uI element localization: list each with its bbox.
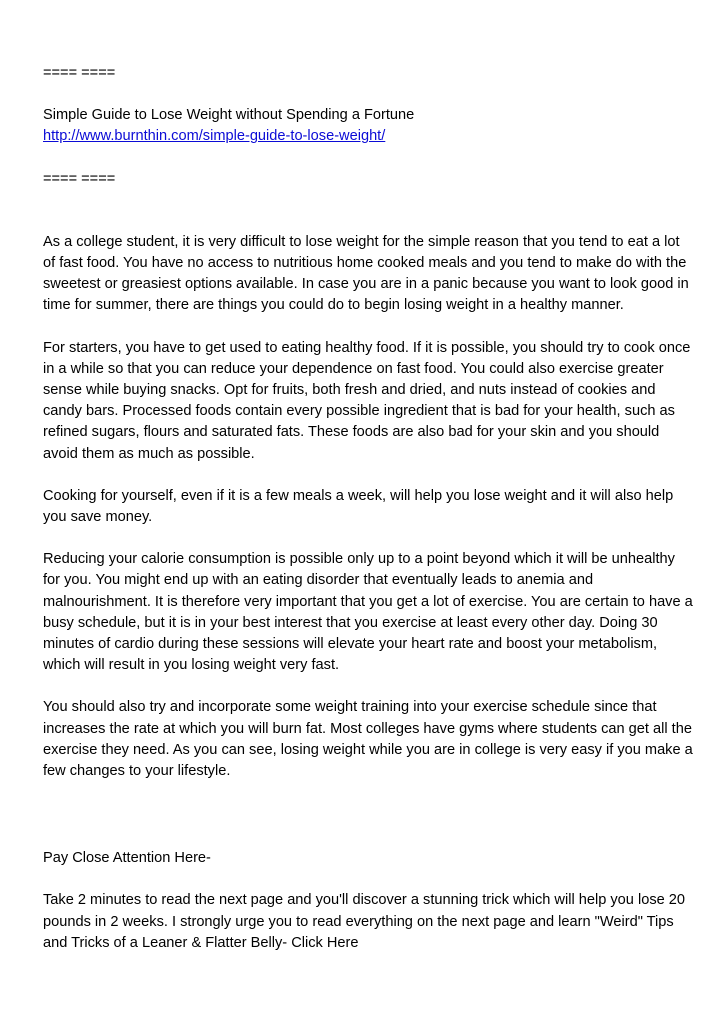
promo-paragraph: Take 2 minutes to read the next page and you'll discover a stunning trick which will help you lose 20 pounds in 2 weeks. I strongly urge you to read everything on the next page and learn "Weird" Tips and Tricks of a Leaner & Flatter Belly- Click Here [43,892,686,951]
separator-top: ==== ==== [43,65,116,81]
article-url-link[interactable]: http://www.burnthin.com/simple-guide-to-lose-weight/ [43,128,386,145]
spacer [43,190,693,232]
spacer [43,148,693,169]
body-paragraph-3: Cooking for yourself, even if it is a few meals a week, will help you lose weight and it will also help you save money. [43,487,674,526]
attention-heading: Pay Close Attention Here- [43,850,211,867]
document-page [43,63,693,954]
separator-bottom: ==== ==== [43,170,116,187]
body-paragraph-5: You should also try and incorporate some weight training into your exercise schedule since that increases the rate at which you will burn fat. Most colleges have gyms where students can get all the exercise they need. As you can see, losing weight while you are in college is very easy if you make a few changes to your lifestyle. [43,699,693,780]
body-paragraph-4: Reducing your calorie consumption is possible only up to a point beyond which it will be unhealthy for you. You might end up with an eating disorder that eventually leads to anemia and malnourishment. It is therefore very important that you get a lot of exercise. You are certain to have a busy schedule, but it is in your best interest that you exercise at least every other day. Doing 30 minutes of cardio during these sessions will elevate your heart rate and boost your metabolism, which will result in you losing weight very fast. [43,551,693,674]
body-paragraph-2: For starters, you have to get used to eating healthy food. If it is possible, you should try to cook once in a while so that you can reduce your dependence on fast food. You could also exercise greater sense while buying snacks. Opt for fruits, both fresh and dried, and nuts instead of cookies and candy bars. Processed foods contain every possible ingredient that is bad for your health, such as refined sugars, flours and saturated fats. These foods are also bad for your skin and you should avoid them as much as possible. [43,339,691,462]
spacer [43,676,693,697]
spacer [43,782,693,848]
body-paragraph-1: As a college student, it is very difficult to lose weight for the simple reason that you tend to eat a lot of fast food. You have no access to nutritious home cooked meals and you tend to make do with the sweetest or greasiest options available. In case you are in a panic because you want to look good in time for summer, there are things you could do to begin losing weight in a healthy manner. [43,233,689,314]
article-title: Simple Guide to Lose Weight without Spending a Fortune [43,107,415,124]
spacer [43,869,693,890]
spacer [43,84,693,105]
spacer [43,317,693,338]
spacer [43,528,693,549]
spacer [43,465,693,486]
article-url-line [43,126,693,147]
